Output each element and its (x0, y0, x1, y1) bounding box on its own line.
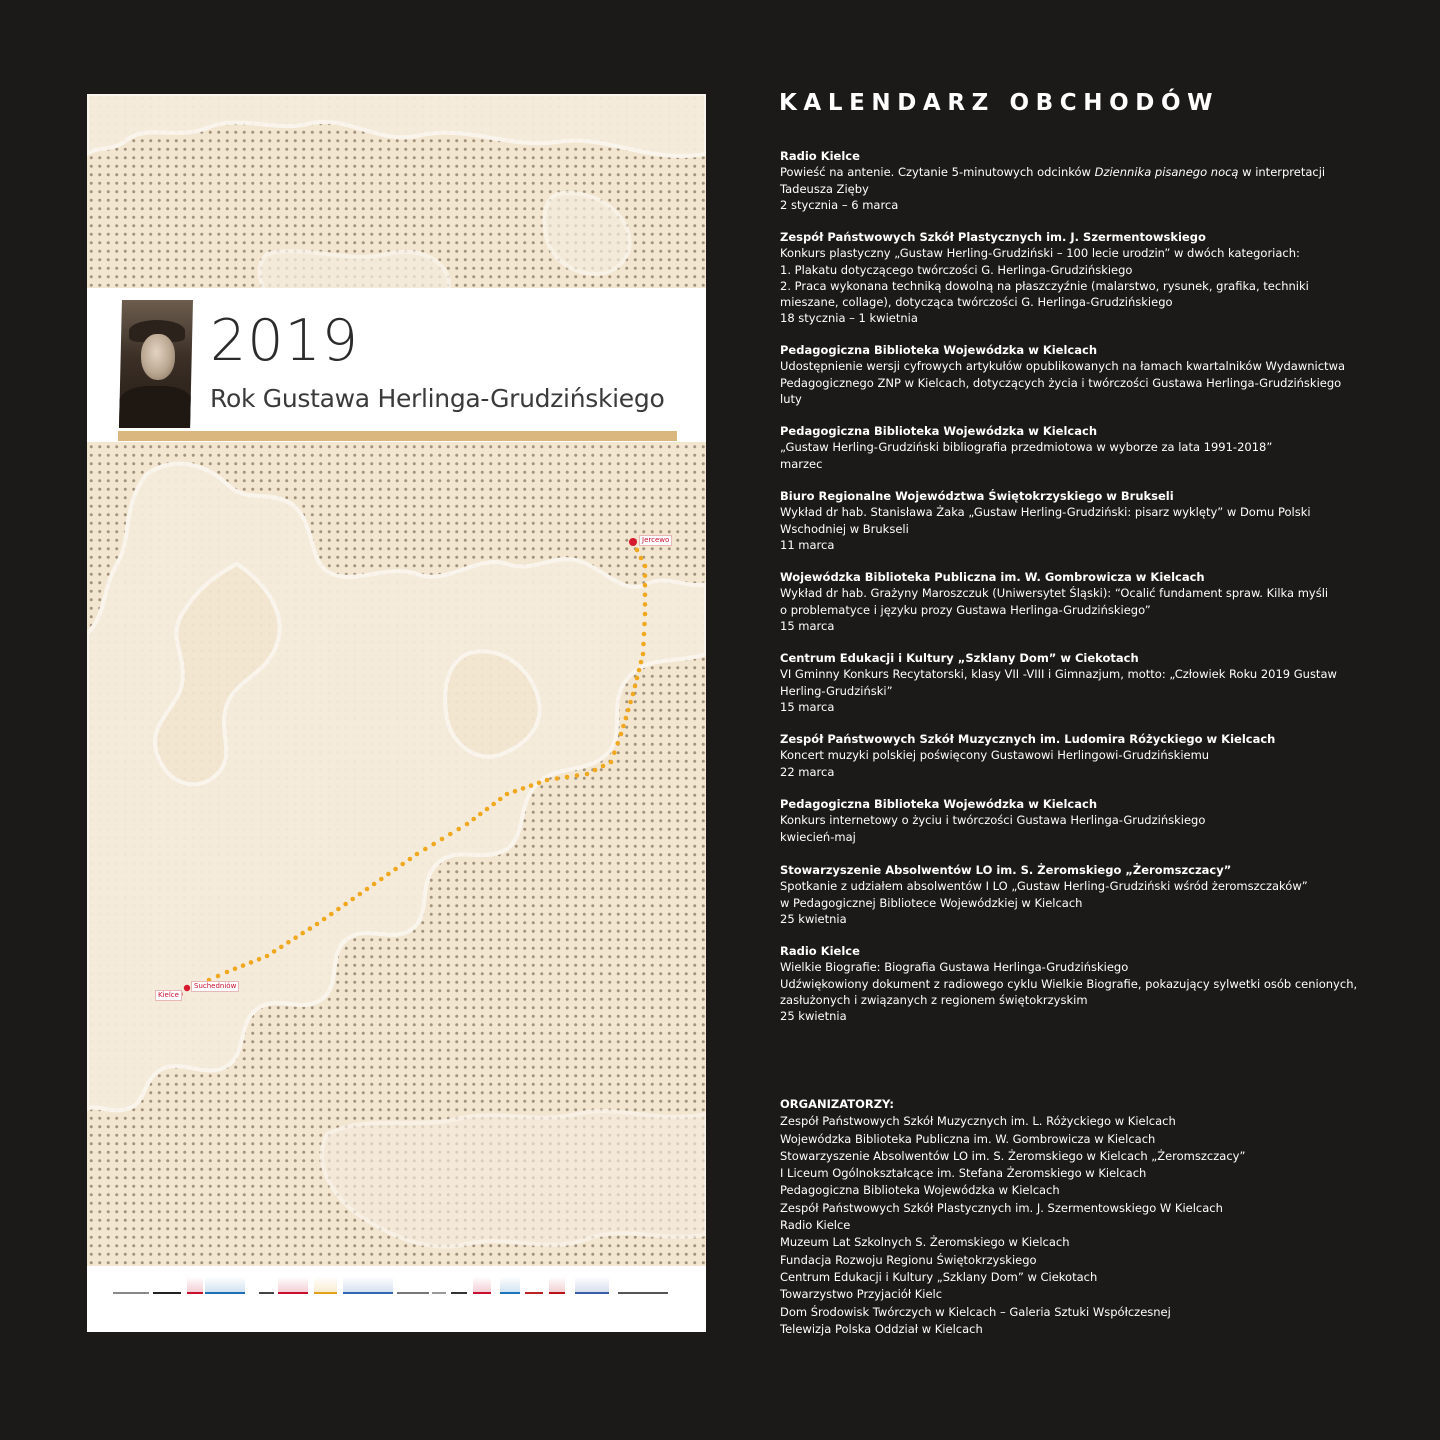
event-text-line: 11 marca (780, 537, 835, 552)
route-dot (513, 789, 518, 794)
route-dot (343, 902, 348, 907)
herb-kielc-logo (549, 1270, 565, 1294)
event-text-line: 15 marca (780, 618, 835, 633)
event-item (780, 943, 1357, 1024)
organizer-item: Telewizja Polska Oddział w Kielcach (780, 1321, 983, 1336)
gold-divider (118, 431, 677, 441)
event-item (780, 796, 1205, 845)
route-dot (643, 612, 648, 617)
route-dot (593, 768, 598, 773)
pbw-logo (205, 1270, 245, 1294)
route-dot (609, 760, 614, 765)
event-text-part: w interpretacji (1238, 165, 1326, 180)
route-dot (641, 652, 646, 657)
event-text-line: VI Gminny Konkurs Recytatorski, klasy VII -VIII i Gimnazjum, motto: „Człowiek Roku 2019 Gustaw (780, 667, 1337, 682)
event-text-line: Konkurs internetowy o życiu i twórczości Gustawa Herlinga-Grudzińskiego (780, 813, 1206, 828)
route-dot (624, 716, 629, 721)
route-dot (456, 827, 461, 832)
route-dot (448, 832, 453, 837)
event-organizer: Zespół Państwowych Szkół Plastycznych im. J. Szermentowskiego (780, 230, 1206, 244)
route-dot (643, 583, 648, 588)
event-item (780, 229, 1309, 327)
szkola-logo (259, 1270, 274, 1294)
city-marker-suchedniow (184, 985, 190, 991)
herb-logo (187, 1270, 203, 1294)
szklany-dom-logo (451, 1270, 467, 1294)
route-dot (575, 773, 580, 778)
route-dot (423, 847, 428, 852)
poster-year: 2019 (210, 308, 360, 374)
event-organizer: Pedagogiczna Biblioteka Wojewódzka w Kielcach (780, 343, 1098, 357)
route-dot (279, 945, 284, 950)
poster-subtitle: Rok Gustawa Herlinga-Grudzińskiego (210, 384, 665, 413)
event-text-line: 18 stycznia – 1 kwietnia (780, 311, 918, 326)
city-label-suchedniow: Suchedniów (191, 981, 239, 992)
event-text-line: Wielkie Biografie: Biografia Gustawa Herlinga-Grudzińskiego (780, 960, 1129, 975)
route-dot (643, 564, 648, 569)
radio-kielce-logo (278, 1270, 308, 1294)
organizer-item: Stowarzyszenie Absolwentów LO im. S. Żeromskiego w Kielcach „Żeromszczacy” (780, 1148, 1246, 1163)
ziemia-kielecka-logo (153, 1270, 181, 1294)
route-dot (639, 556, 644, 561)
route-dot (322, 917, 327, 922)
route-dot (249, 960, 254, 965)
event-text-line: mieszane, collage), dotycząca twórczości G. Herlinga-Grudzińskiego (780, 295, 1173, 310)
route-dot (641, 642, 646, 647)
route-dot (615, 741, 620, 746)
organizer-item: Dom Środowisk Twórczych w Kielcach – Galeria Sztuki Współczesnej (780, 1304, 1171, 1319)
route-dot (440, 837, 445, 842)
event-item (780, 342, 1345, 407)
city-label-jercewo: Jercewo (639, 535, 672, 546)
route-dot (272, 949, 277, 954)
event-text-line: Tadeusza Zięby (780, 181, 869, 196)
organizers-label: ORGANIZATORZY: (780, 1097, 894, 1111)
galeria-logo (575, 1270, 609, 1294)
route-dot (379, 877, 384, 882)
route-dot (555, 776, 560, 781)
city-label-kielce: Kielce (155, 990, 182, 1001)
event-organizer: Radio Kielce (780, 944, 860, 958)
event-item (780, 650, 1337, 715)
organizer-item: Radio Kielce (780, 1218, 851, 1233)
route-path (87, 94, 706, 1332)
route-dot (643, 573, 648, 578)
route-dot (642, 632, 647, 637)
event-item (780, 569, 1328, 634)
herb-wojewodztwa-logo (525, 1270, 543, 1294)
route-dots (198, 540, 648, 987)
route-dot (485, 807, 490, 812)
route-dot (386, 872, 391, 877)
route-dot (408, 857, 413, 862)
biblioteka-logo (113, 1270, 149, 1294)
event-organizer: Radio Kielce (780, 149, 860, 163)
route-dot (293, 935, 298, 940)
event-text-line: luty (780, 391, 802, 406)
route-dot (415, 852, 420, 857)
route-dot (393, 867, 398, 872)
route-dot (315, 922, 320, 927)
organizer-item: Zespół Państwowych Szkół Muzycznych im. L. Różyckiego w Kielcach (780, 1114, 1176, 1129)
event-text-line: 2. Praca wykonana techniką dowolną na płaszczyźnie (malarstwo, rysunek, grafika, techniki (780, 278, 1309, 293)
route-dot (478, 812, 483, 817)
event-text-line: Herling-Grudziński” (780, 683, 893, 698)
tvp3-logo (500, 1270, 520, 1294)
route-dot (350, 897, 355, 902)
route-dot (635, 548, 640, 553)
event-text-line: Udźwiękowiony dokument z radiowego cyklu Wielkie Biografie, pokazujący sylwetki osób cenionych, (780, 976, 1358, 991)
organizer-item: Pedagogiczna Biblioteka Wojewódzka w Kielcach (780, 1183, 1060, 1198)
event-item (780, 731, 1275, 780)
dom-srodowisk-logo (618, 1270, 668, 1294)
event-organizer: Biuro Regionalne Województwa Świętokrzyskiego w Brukseli (780, 489, 1174, 503)
route-dot (537, 781, 542, 786)
route-dot (585, 772, 590, 777)
poster (87, 94, 706, 1332)
event-organizer: Pedagogiczna Biblioteka Wojewódzka w Kielcach (780, 424, 1098, 438)
event-text-line: 25 kwietnia (780, 1009, 847, 1024)
route-dot (233, 967, 238, 972)
portrait-face (141, 334, 175, 380)
route-dot (365, 887, 370, 892)
route-dot (565, 775, 570, 780)
route-dot (643, 593, 648, 598)
organizer-item: Zespół Państwowych Szkół Plastycznych im. J. Szermentowskiego W Kielcach (780, 1200, 1223, 1215)
route-dot (491, 802, 496, 807)
event-item (780, 148, 1325, 213)
organizer-item: Wojewódzka Biblioteka Publiczna im. W. Gombrowicza w Kielcach (780, 1131, 1156, 1146)
route-dot (265, 954, 270, 959)
route-dot (336, 907, 341, 912)
event-organizer: Stowarzyszenie Absolwentów LO im. S. Żeromskiego „Żeromszczacy” (780, 863, 1232, 877)
event-text-line: kwiecień-maj (780, 829, 856, 844)
organizer-item: Muzeum Lat Szkolnych S. Żeromskiego w Kielcach (780, 1235, 1070, 1250)
route-dot (329, 912, 334, 917)
route-dot (637, 668, 642, 673)
event-text-line: „Gustaw Herling-Grudziński bibliografia przedmiotowa w wyborze za lata 1991-2018” (780, 440, 1273, 455)
event-text-line: 2 stycznia – 6 marca (780, 197, 899, 212)
event-text-line: o problematyce i języku prozy Gustawa Herlinga-Grudzińskiego” (780, 602, 1151, 617)
organizer-item: Centrum Edukacji i Kultury „Szklany Dom” w Ciekotach (780, 1269, 1098, 1284)
route-dot (505, 792, 510, 797)
route-dot (633, 684, 638, 689)
organizer-item: Fundacja Rozwoju Regionu Świętokrzyskiego (780, 1252, 1037, 1267)
stowarzyszenie-logo (432, 1270, 446, 1294)
event-text-line: Pedagogicznego ZNP w Kielcach, dotyczących życia i twórczości Gustawa Herlinga-Grudzińskiego (780, 375, 1342, 390)
route-dot (465, 822, 470, 827)
route-dot (612, 750, 617, 755)
portrait-coat (119, 386, 193, 428)
event-text-line: 25 kwietnia (780, 911, 847, 926)
route-dot (241, 963, 246, 968)
route-dot (601, 764, 606, 769)
event-text-line: 15 marca (780, 699, 835, 714)
book-title: Dziennika pisanego nocą (1094, 165, 1239, 180)
event-text-line: Koncert muzyki polskiej poświęcony Gustawowi Herlingowi-Grudzińskiemu (780, 748, 1210, 763)
route-dot (621, 724, 626, 729)
portrait-photo (119, 300, 193, 428)
route-dot (225, 970, 230, 975)
event-text-line: Wschodniej w Brukseli (780, 521, 909, 536)
event-organizer: Pedagogiczna Biblioteka Wojewódzka w Kielcach (780, 797, 1098, 811)
route-dot (619, 732, 624, 737)
route-dot (300, 931, 305, 936)
event-text-line: zasłużonych i związanych z regionem świętokrzyskim (780, 992, 1088, 1007)
event-text-line: Udostępnienie wersji cyfrowych artykułów opublikowanych na łamach kwartalników Wydawnictwa (780, 359, 1346, 374)
event-organizer: Centrum Edukacji i Kultury „Szklany Dom” w Ciekotach (780, 651, 1139, 665)
event-text-line: Spotkanie z udziałem absolwentów I LO „Gustaw Herling-Grudziński wśród żeromszczaków” (780, 879, 1308, 894)
p-logo (314, 1270, 337, 1294)
route-dot (529, 783, 534, 788)
route-dot (372, 882, 377, 887)
route-dot (521, 786, 526, 791)
route-dot (308, 926, 313, 931)
organizer-item: Towarzystwo Przyjaciół Kielc (780, 1287, 943, 1302)
route-dot (545, 778, 550, 783)
fundacja-logo (397, 1270, 429, 1294)
tpk-logo (473, 1270, 491, 1294)
organizer-item: I Liceum Ogólnokształcące im. Stefana Żeromskiego w Kielcach (780, 1166, 1147, 1181)
route-dot (628, 700, 633, 705)
route-dot (642, 622, 647, 627)
event-text-line (780, 164, 1325, 180)
route-dot (643, 602, 648, 607)
organizers-section (780, 1096, 1380, 1338)
event-item (780, 862, 1308, 927)
event-item (780, 488, 1311, 553)
event-organizer: Wojewódzka Biblioteka Publiczna im. W. Gombrowicza w Kielcach (780, 570, 1205, 584)
route-dot (286, 940, 291, 945)
calendar-heading: KALENDARZ OBCHODÓW (779, 90, 1220, 116)
event-text-line: w Pedagogicznej Bibliotece Wojewódzkiej w Kielcach (780, 895, 1083, 910)
event-organizer: Zespół Państwowych Szkół Muzycznych im. Ludomira Różyckiego w Kielcach (780, 732, 1276, 746)
route-dot (631, 692, 636, 697)
route-dot (471, 817, 476, 822)
route-dot (358, 892, 363, 897)
event-text-line: Konkurs plastyczny „Gustaw Herling-Grudziński – 100 lecie urodzin” w dwóch kategoriach: (780, 246, 1300, 261)
event-text-line: 22 marca (780, 764, 835, 779)
organizers-list (780, 1113, 1380, 1338)
route-dot (626, 708, 631, 713)
event-text-line: Wykład dr hab. Stanisława Żaka „Gustaw Herling-Grudziński: pisarz wyklęty” w Domu Polski (780, 505, 1311, 520)
route-dot (639, 660, 644, 665)
route-dot (498, 797, 503, 802)
route-dot (431, 842, 436, 847)
event-item (780, 423, 1272, 472)
route-dot (635, 676, 640, 681)
event-text-part: Powieść na antenie. Czytanie 5-minutowych odcinków (780, 165, 1095, 180)
route-dot (400, 862, 405, 867)
route-dot (257, 957, 262, 962)
event-text-line: marzec (780, 456, 823, 471)
event-text-line: 1. Plakatu dotyczącego twórczości G. Herlinga-Grudzińskiego (780, 262, 1133, 277)
route-dot (216, 974, 221, 979)
mk-logo (343, 1270, 393, 1294)
city-marker-jercewo (629, 538, 637, 546)
event-text-line: Wykład dr hab. Grażyny Maroszczuk (Uniwersytet Śląski): “Ocalić fundament spraw. Kilka myśli (780, 586, 1329, 601)
